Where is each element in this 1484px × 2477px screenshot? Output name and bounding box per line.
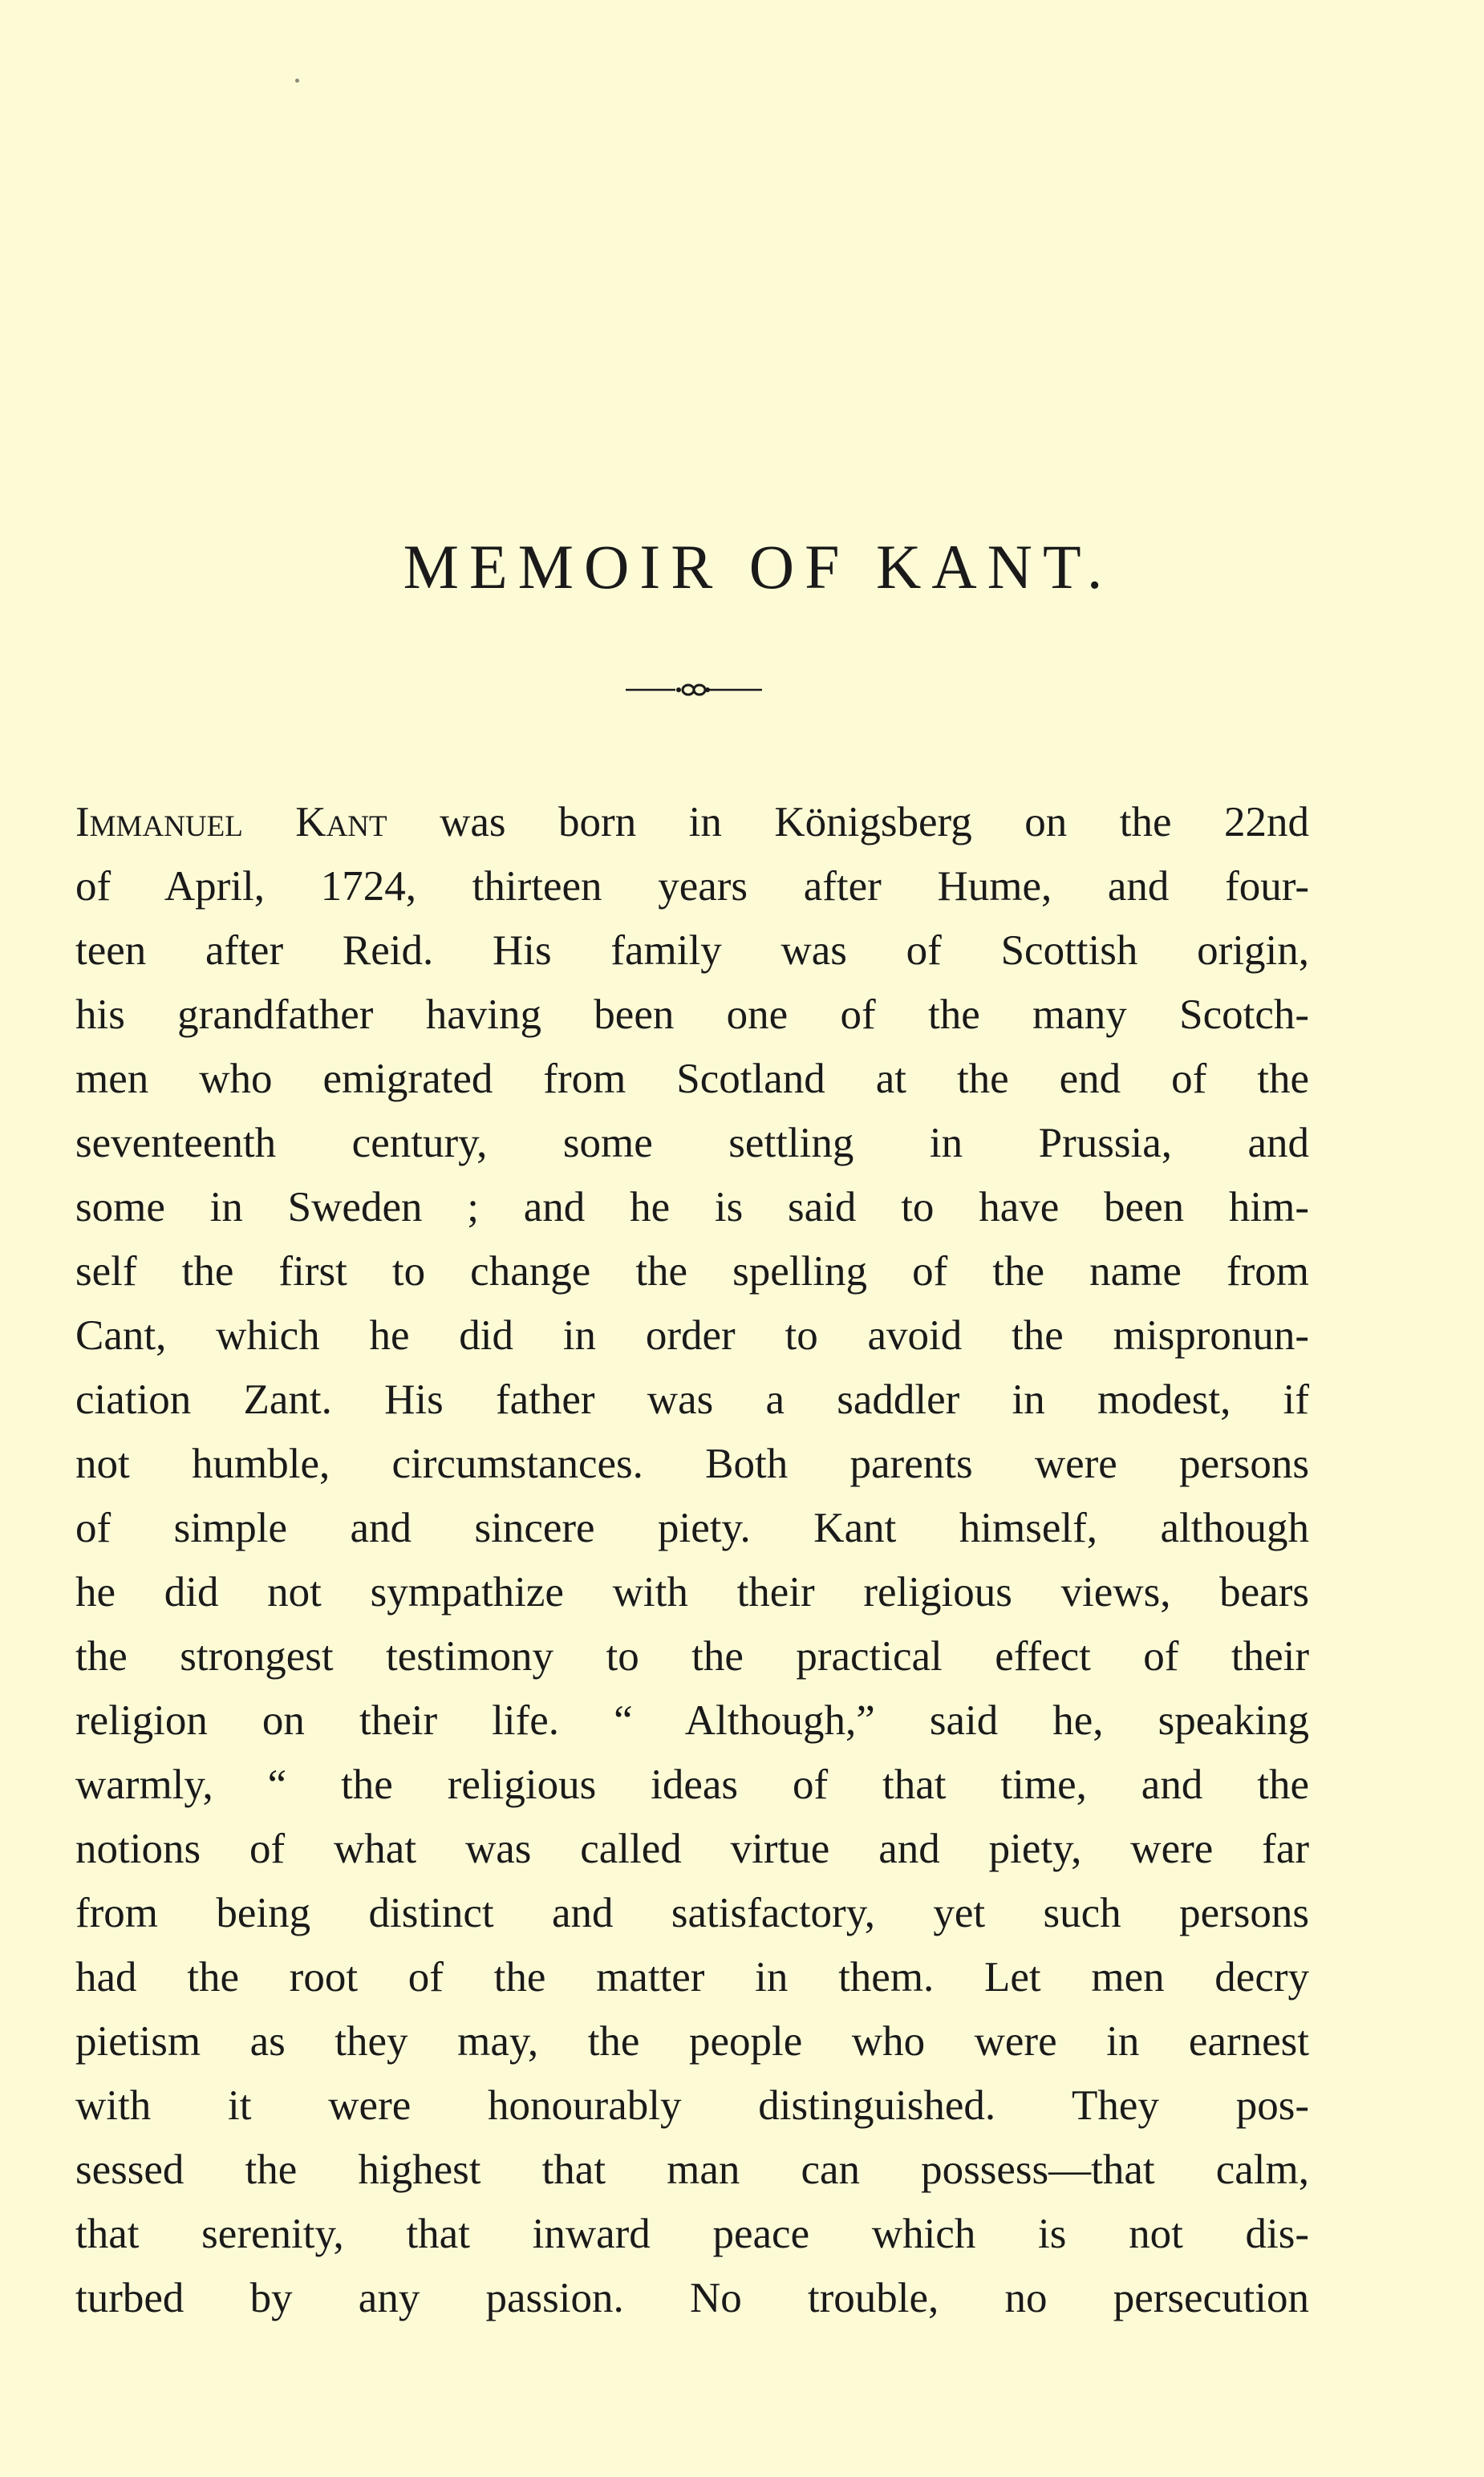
text-line: self the first to change the spelling of the name from [75,1248,1309,1295]
opening-rest: was born in Königsberg on the 22nd [387,799,1309,845]
text-line: Cant, which he did in order to avoid the mispronun- [75,1312,1309,1359]
text-line: with it were honourably distinguished. They pos- [75,2082,1309,2129]
text-line: turbed by any passion. No trouble, no persecution [75,2275,1309,2321]
opening-small-caps: Immanuel Kant [75,799,387,845]
text-line: religion on their life. “ Although,” said he, speaking [75,1697,1309,1744]
text-line: had the root of the matter in them. Let men decry [75,1954,1309,2001]
text-line: ciation Zant. His father was a saddler in modest, if [75,1376,1309,1423]
text-line: he did not sympathize with their religious views, bears [75,1569,1309,1616]
text-line: warmly, “ the religious ideas of that time, and the [75,1761,1309,1808]
text-line: the strongest testimony to the practical effect of their [75,1633,1309,1680]
text-line: his grandfather having been one of the many Scotch- [75,991,1309,1038]
text-line: of simple and sincere piety. Kant himself, although [75,1505,1309,1551]
ornamental-rule-icon [626,680,762,699]
text-line: men who emigrated from Scotland at the end of the [75,1056,1309,1102]
text-line: not humble, circumstances. Both parents were persons [75,1441,1309,1487]
text-line: sessed the highest that man can possess—that calm, [75,2147,1309,2193]
text-line: that serenity, that inward peace which is not dis- [75,2211,1309,2257]
paper-speck [295,79,299,83]
text-line: some in Sweden ; and he is said to have been him- [75,1184,1309,1230]
text-line [75,790,1309,854]
text-line: seventeenth century, some settling in Prussia, and [75,1120,1309,1166]
text-line: teen after Reid. His family was of Scottish origin, [75,927,1309,974]
text-line: of April, 1724, thirteen years after Hume, and four- [75,863,1309,910]
chapter-title: MEMOIR OF KANT. [403,532,1113,602]
text-line: from being distinct and satisfactory, yet such persons [75,1890,1309,1936]
text-line: notions of what was called virtue and piety, were far [75,1826,1309,1872]
text-line: pietism as they may, the people who were in earnest [75,2018,1309,2065]
memoir-paragraph [75,790,1309,2330]
